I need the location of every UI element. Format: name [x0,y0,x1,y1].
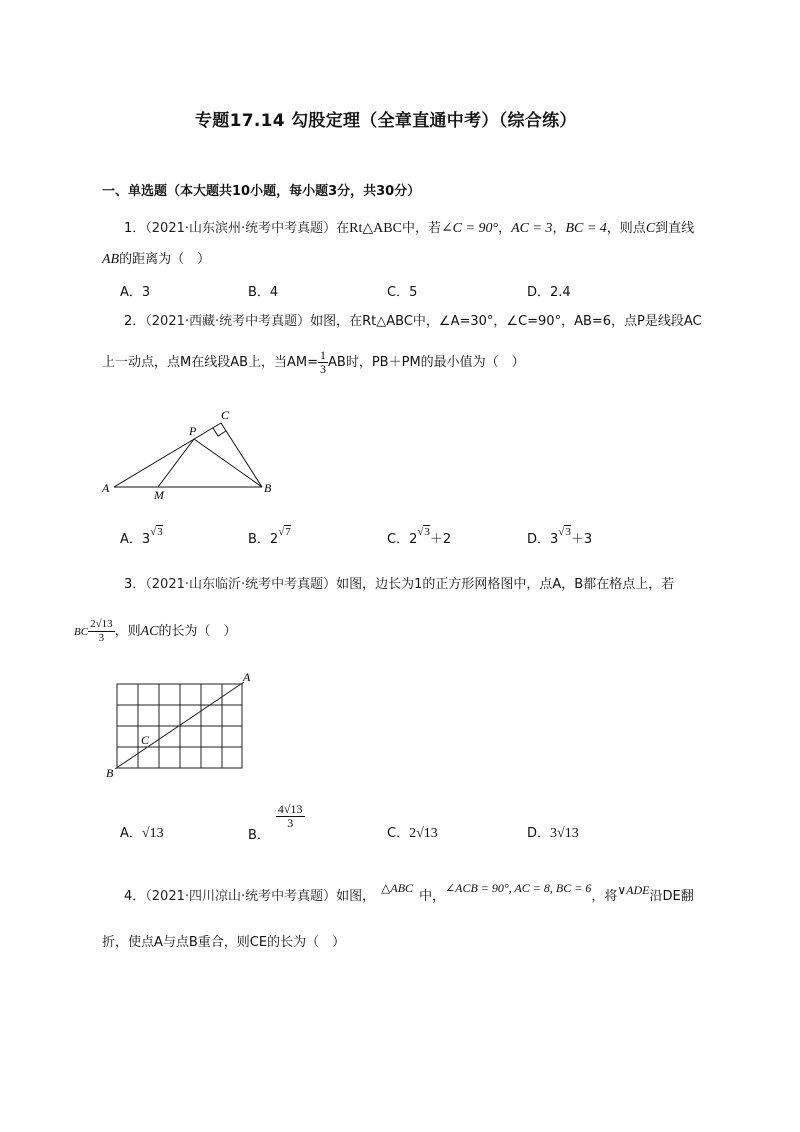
math-expression: AC = 3 [511,221,553,236]
question-number: 3． [124,577,146,592]
question-text: 中， [419,889,446,904]
fraction: $\frac{4√13}{3}$ [277,802,303,830]
sqrt-symbol: √3 [150,526,163,538]
option-d[interactable]: D．3√13 [527,826,579,841]
option-c[interactable]: C．5 [387,285,418,300]
question-text: 如图，在Rt△ABC中，∠A=30°，∠C=90°，AB=6，点P是线段AC [310,314,702,329]
option-a[interactable]: A．√13 [120,826,164,841]
question-number: 1． [124,221,146,236]
math-expression: ∠ACB = 90°, AC = 8, BC = 6 [445,881,592,895]
triangle-figure [100,405,280,500]
question-source: （2021·山东滨州·统考中考真题） [145,221,337,236]
math-expression: BC = 4 [565,221,607,236]
label-b: B [106,766,114,780]
question-1-line-2 [102,248,210,268]
question-text: 如图， [336,889,376,904]
label-a: A [102,481,110,495]
question-2-line-2 [102,348,525,378]
question-source: （2021·山东临沂·统考中考真题） [145,577,337,592]
question-source: （2021·四川凉山·统考中考真题） [145,889,337,904]
sqrt-symbol: √3 [417,526,430,538]
math-expression: BC [74,626,89,638]
label-b: B [264,481,272,495]
math-expression: AB [102,252,120,267]
option-d[interactable]: D．$3^{√3}+3$ [527,526,593,547]
sqrt-symbol: √3 [558,526,571,538]
math-expression: △ABC [381,881,414,895]
math-expression: Rt△ABC [349,221,402,236]
option-b[interactable]: B．$2^{√7}$ [248,526,291,547]
question-number: 2． [124,314,146,329]
option-a[interactable]: A．3 [120,285,151,300]
fraction: $\frac{1}{3}$ [320,348,327,376]
question-text: 如图，边长为1的正方形网格图中，点A，B都在格点上，若 [336,577,675,592]
math-expression: ∨ADE [617,883,650,897]
question-3-line-1 [124,573,674,592]
math-expression: C [645,221,656,236]
question-text: AB时，PB＋PM的最小值为（ ） [328,355,525,370]
option-b[interactable]: B．4 [248,285,279,300]
question-4-line-1 [124,881,694,904]
question-text: 的距离为（ ） [119,252,211,267]
label-c: C [141,733,150,747]
math-expression: ∠C = 90° [440,221,499,236]
grid-figure [104,668,264,780]
question-text: 沿DE翻 [649,889,694,904]
option-a[interactable]: A．$3^{√3}$ [120,526,163,547]
math-expression: AC [140,624,159,639]
question-text: ，则点 [606,221,646,236]
label-a: A [243,670,251,684]
question-number: 4． [124,889,146,904]
question-text: 到直线 [655,221,695,236]
label-p: P [189,424,197,438]
question-text: 在 [336,221,350,236]
section-heading: 一、单选题（本大题共10小题，每小题3分，共30分） [102,184,421,199]
option-c[interactable]: C．$2^{√3}+2$ [387,526,452,547]
question-text: 上一动点，点M在线段AB上，当AM= [102,355,319,370]
question-2-line-1 [124,310,702,329]
question-text: 中，若 [401,221,441,236]
option-b[interactable]: B． $\frac{4√13}{3}$ [248,802,303,843]
question-1-line-1: 1．（2021·山东滨州·统考中考真题）在Rt△ABC中，若∠C = 90°，AC = 3，BC = 4，则点C到直线 [124,221,695,236]
option-d[interactable]: D．2.4 [527,285,571,300]
question-4-line-2: 折，使点A与点B重合，则CE的长为（ ） [102,935,346,950]
fraction: $\frac{2√13}{3}$ [90,618,113,644]
sqrt-symbol: √7 [278,526,291,538]
question-text: ，则 [114,624,141,639]
label-m: M [154,488,164,500]
question-text: ，将 [591,889,618,904]
question-source: （2021·西藏·统考中考真题） [145,314,311,329]
question-text: 的长为（ ） [158,624,237,639]
page-title: 专题17.14 勾股定理（全章直通中考）（综合练） [195,111,577,131]
question-3-line-2 [74,618,237,645]
label-c: C [221,408,230,422]
option-c[interactable]: C．2√13 [387,826,438,841]
